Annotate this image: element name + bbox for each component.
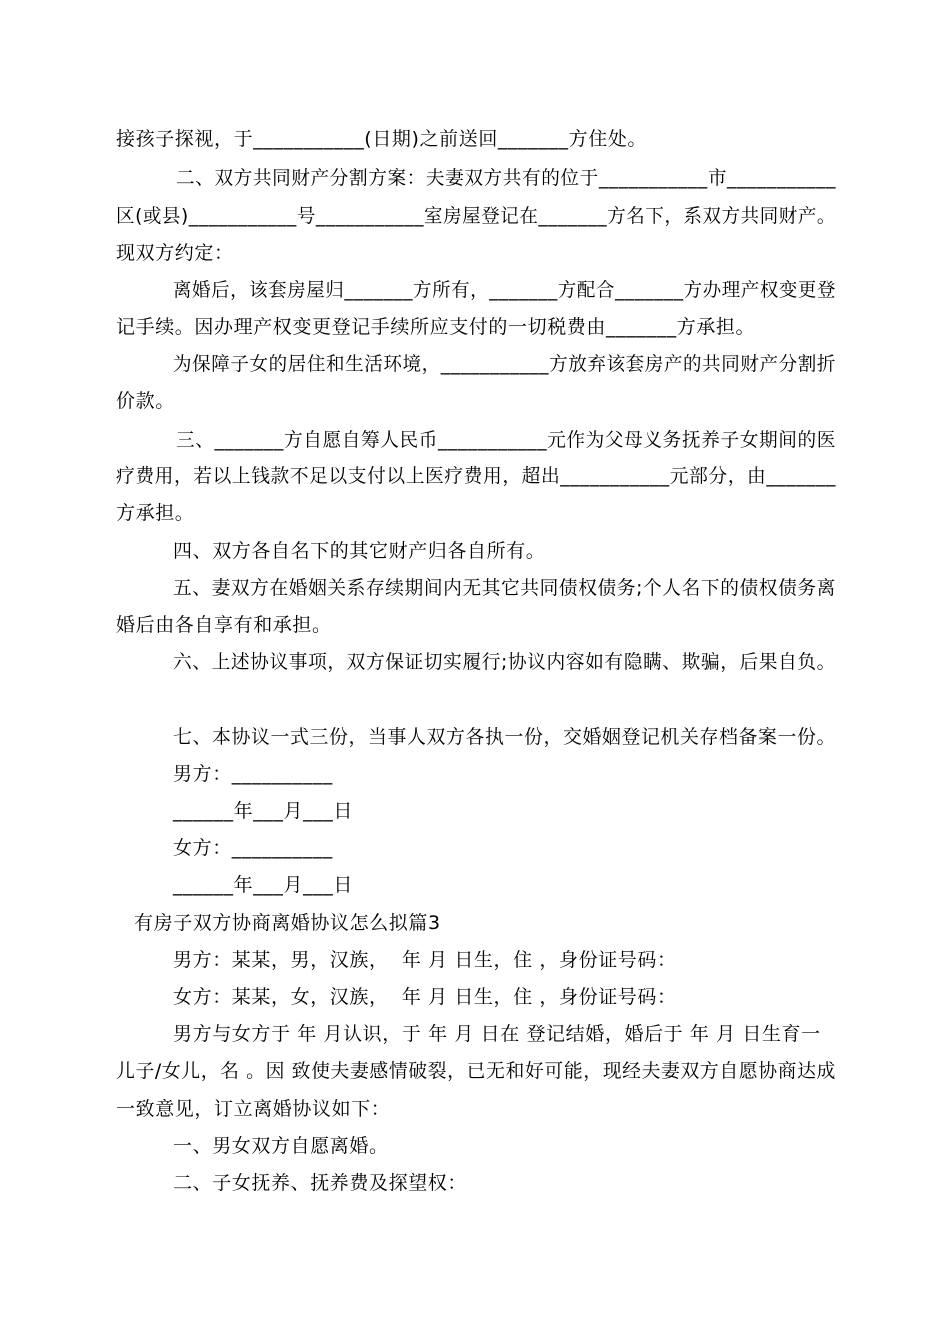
paragraph-line: 女方：某某，女，汉族， 年 月 日生，住 ，身份证号码：	[173, 986, 677, 1008]
section-heading: 有房子双方协商离婚协议怎么拟篇3	[134, 912, 441, 934]
paragraph-line: 婚后由各自享有和承担。	[116, 614, 332, 636]
paragraph-line: 五、妻双方在婚姻关系存续期间内无其它共同债权债务;个人名下的债权债务离	[173, 577, 836, 599]
paragraph-line: 一致意见，订立离婚协议如下：	[116, 1098, 391, 1120]
paragraph-line: 一、男女双方自愿离婚。	[173, 1135, 389, 1157]
paragraph-line: 方承担。	[116, 502, 195, 524]
paragraph-line: 三、_______方自愿自筹人民币___________元作为父母义务抚养子女期间的医	[176, 429, 836, 451]
paragraph-line: 儿子/女儿，名 。因 致使夫妻感情破裂，已无和好可能，现经夫妻双方自愿协商达成	[116, 1060, 837, 1082]
paragraph-line: 二、双方共同财产分割方案：夫妻双方共有的位于___________市___________	[176, 167, 837, 189]
paragraph-line: 现双方约定：	[116, 242, 234, 264]
paragraph-line: 价款。	[116, 390, 175, 412]
paragraph-line: 二、子女抚养、抚养费及探望权：	[173, 1172, 468, 1194]
signature-line-male: 男方：__________	[173, 763, 333, 785]
paragraph-line: 为保障子女的居住和生活环境，___________方放弃该套房产的共同财产分割折	[173, 353, 837, 375]
paragraph-line: 区(或县)___________号___________室房屋登记在_______方名下，系双方共同财产。	[116, 205, 837, 227]
paragraph-line: 疗费用，若以上钱款不足以支付以上医疗费用，超出___________元部分，由_______	[116, 465, 837, 487]
paragraph-line: 接孩子探视，于___________(日期)之前送回_______方住处。	[116, 128, 648, 150]
date-line: ______年___月___日	[173, 874, 354, 896]
signature-line-female: 女方：__________	[173, 837, 333, 859]
paragraph-line: 离婚后，该套房屋归_______方所有，_______方配合_______方办理产权变更登	[173, 279, 836, 301]
paragraph-line: 四、双方各自名下的其它财产归各自所有。	[173, 540, 546, 562]
paragraph-line: 记手续。因办理产权变更登记手续所应支付的一切税费由_______方承担。	[116, 316, 756, 338]
date-line: ______年___月___日	[173, 800, 354, 822]
paragraph-line: 七、本协议一式三份，当事人双方各执一份，交婚姻登记机关存档备案一份。	[173, 726, 837, 748]
paragraph-line: 男方：某某，男，汉族， 年 月 日生，住 ，身份证号码：	[173, 949, 677, 971]
paragraph-line: 六、上述协议事项，双方保证切实履行;协议内容如有隐瞒、欺骗，后果自负。	[173, 651, 836, 673]
paragraph-line: 男方与女方于 年 月认识，于 年 月 日在 登记结婚，婚后于 年 月 日生育一	[173, 1023, 821, 1045]
